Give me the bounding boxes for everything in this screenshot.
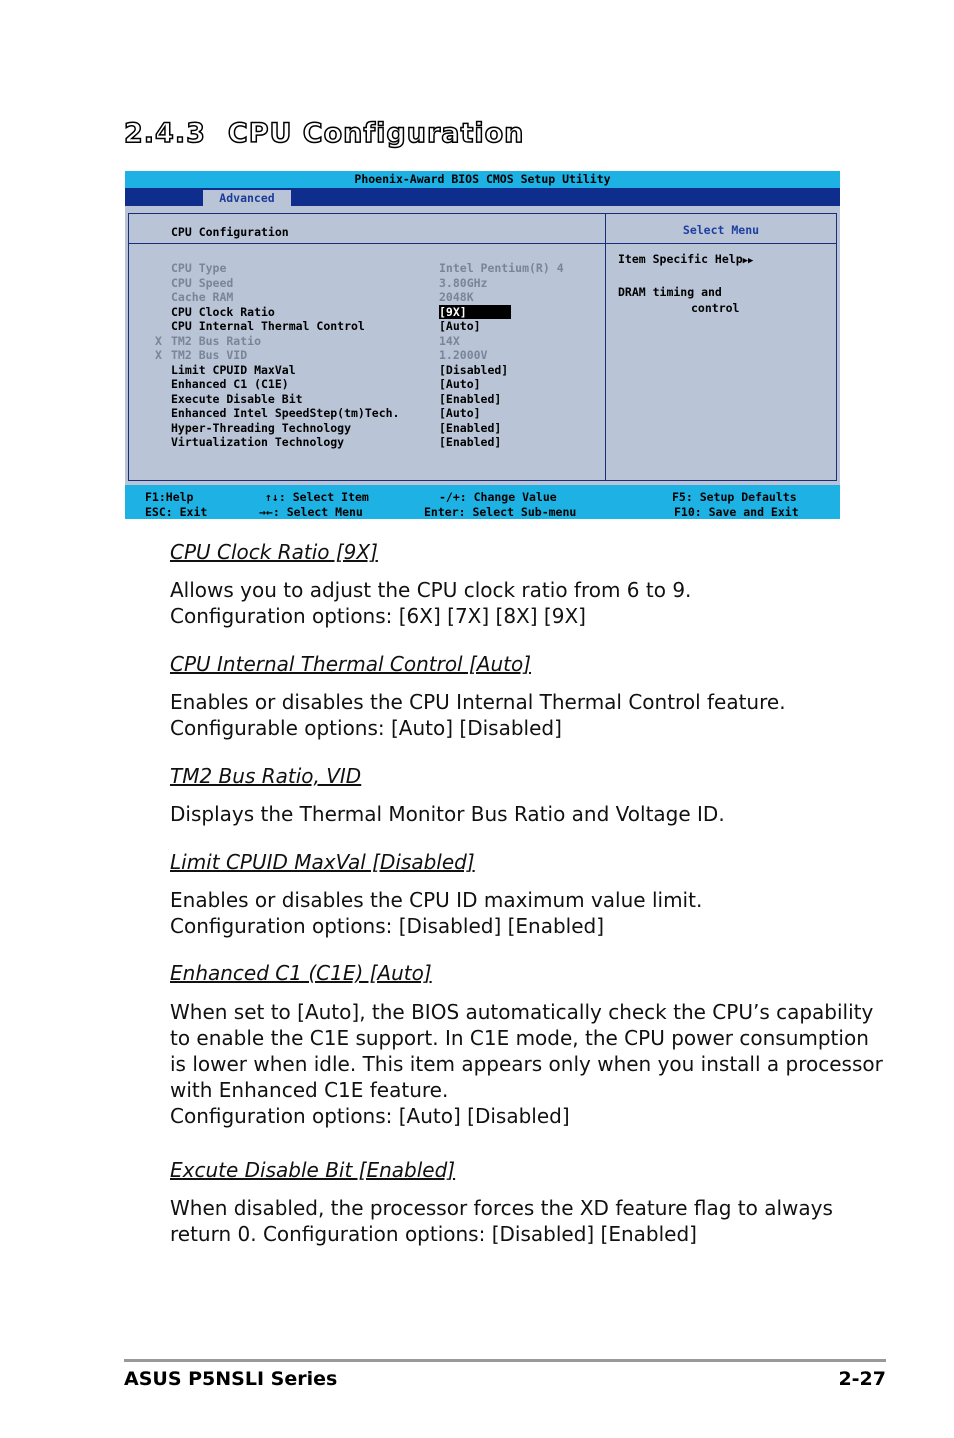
locked-mark: X (155, 333, 162, 348)
entry-heading-clock-ratio: CPU Clock Ratio [9X] (170, 540, 378, 564)
help-text (618, 251, 753, 316)
footer-page-number: 2-27 (838, 1368, 886, 1390)
entry-line: Configuration options: [Auto] [Disabled] (170, 1104, 570, 1128)
key-esc-exit: ESC: Exit (145, 505, 208, 519)
entry-heading-cpuid: Limit CPUID MaxVal [Disabled] (170, 850, 475, 874)
settings-panel (128, 213, 606, 481)
entry-line: Enables or disables the CPU Internal Thermal Control feature. (170, 690, 786, 714)
entry-body-clock-ratio (170, 577, 850, 629)
entry-line: to enable the C1E support. In C1E mode, the CPU power consumption (170, 1026, 869, 1050)
key-select-menu: →←: Select Menu (259, 505, 363, 519)
setting-value: Intel Pentium(R) 4 (439, 261, 564, 275)
bios-setting-row[interactable] (129, 305, 607, 320)
setting-label: CPU Type (171, 261, 227, 275)
panel-title: CPU Configuration (171, 225, 289, 239)
bios-menu-bar (125, 188, 840, 206)
entry-heading-xd-bit: Excute Disable Bit [Enabled] (170, 1158, 456, 1182)
setting-label: TM2 Bus VID (171, 348, 248, 362)
entry-heading-tm2: TM2 Bus Ratio, VID (170, 764, 362, 788)
entry-body-xd-bit (170, 1195, 850, 1247)
bios-title-bar: Phoenix-Award BIOS CMOS Setup Utility (125, 171, 840, 188)
double-arrow-icon: ▶▶ (742, 256, 754, 266)
setting-value[interactable]: [Auto] (439, 319, 481, 333)
bios-setting-row[interactable] (129, 363, 607, 378)
entry-line: Allows you to adjust the CPU clock ratio from 6 to 9. (170, 578, 692, 602)
help-line-1: DRAM timing and (618, 285, 722, 299)
bios-setting-row[interactable] (129, 406, 607, 421)
bios-setting-row[interactable] (129, 392, 607, 407)
entry-line: Displays the Thermal Monitor Bus Ratio and Voltage ID. (170, 802, 725, 826)
help-panel (605, 213, 837, 481)
bios-screenshot (125, 171, 840, 519)
help-panel-divider (606, 243, 836, 244)
key-select-item: ↑↓: Select Item (265, 490, 369, 504)
entry-line: Configuration options: [6X] [7X] [8X] [9X] (170, 604, 586, 628)
tab-advanced[interactable]: Advanced (203, 190, 291, 206)
setting-value[interactable]: [Auto] (439, 406, 481, 420)
bios-setting-row (129, 334, 607, 349)
bios-setting-row[interactable] (129, 319, 607, 334)
bios-setting-row (129, 290, 607, 305)
setting-value[interactable]: [Disabled] (439, 362, 509, 377)
help-heading: Item Specific Help (618, 252, 743, 266)
key-f1-help: F1:Help (145, 490, 194, 504)
panel-divider (129, 243, 605, 244)
entry-body-cpuid (170, 887, 850, 939)
setting-value: 14X (439, 333, 460, 348)
setting-label: Limit CPUID MaxVal (171, 362, 296, 377)
key-f10-save: F10: Save and Exit (674, 505, 799, 519)
section-title: CPU Configuration (227, 118, 525, 149)
setting-value[interactable]: [9X] (439, 305, 511, 319)
setting-label: CPU Clock Ratio (171, 304, 275, 319)
key-f5-defaults: F5: Setup Defaults (672, 490, 797, 504)
locked-mark: X (155, 348, 162, 362)
setting-label: Enhanced C1 (C1E) (171, 377, 289, 391)
entry-line: with Enhanced C1E feature. (170, 1078, 449, 1102)
section-number: 2.4.3 (124, 118, 206, 149)
setting-label: Virtualization Technology (171, 435, 345, 449)
entry-body-c1e (170, 999, 883, 1129)
bios-setting-row[interactable] (129, 421, 607, 436)
setting-value: 3.80GHz (439, 275, 488, 290)
entry-line: When disabled, the processor forces the XD feature flag to always (170, 1196, 833, 1220)
bios-setting-row (129, 348, 607, 363)
bios-setting-row[interactable] (129, 435, 607, 450)
entry-line: When set to [Auto], the BIOS automatically check the CPU’s capability (170, 1000, 874, 1024)
footer-product-name: ASUS P5NSLI Series (124, 1368, 338, 1390)
setting-label: Execute Disable Bit (171, 391, 303, 406)
entry-heading-c1e: Enhanced C1 (C1E) [Auto] (170, 961, 432, 985)
bios-setting-row (129, 276, 607, 291)
help-line-2: control (691, 301, 740, 315)
setting-label: Hyper-Threading Technology (171, 420, 352, 435)
bios-setting-row[interactable] (129, 377, 607, 392)
entry-line: Configurable options: [Auto] [Disabled] (170, 716, 562, 740)
key-select-submenu: Enter: Select Sub-menu (424, 505, 577, 519)
setting-value[interactable]: [Enabled] (439, 420, 502, 435)
setting-value: 1.2000V (439, 348, 488, 362)
setting-label: Enhanced Intel SpeedStep(tm)Tech. (171, 406, 400, 420)
setting-label: TM2 Bus Ratio (171, 333, 262, 348)
bios-setting-row (129, 261, 607, 276)
setting-value[interactable]: [Auto] (439, 377, 481, 391)
settings-list (129, 261, 607, 450)
setting-value[interactable]: [Enabled] (439, 435, 502, 449)
footer-divider (124, 1359, 886, 1362)
section-heading (124, 118, 524, 149)
setting-label: CPU Speed (171, 275, 234, 290)
key-change-value: -/+: Change Value (439, 490, 557, 504)
entry-line: return 0. Configuration options: [Disabled] [Enabled] (170, 1222, 697, 1246)
entry-body-tm2 (170, 801, 850, 827)
entry-heading-thermal-control: CPU Internal Thermal Control [Auto] (170, 652, 532, 676)
help-panel-title: Select Menu (682, 223, 760, 237)
entry-line: Configuration options: [Disabled] [Enabled] (170, 914, 605, 938)
setting-label: Cache RAM (171, 290, 234, 304)
setting-label: CPU Internal Thermal Control (171, 319, 365, 333)
entry-line: is lower when idle. This item appears only when you install a processor (170, 1052, 883, 1076)
setting-value: 2048K (439, 290, 474, 304)
setting-value[interactable]: [Enabled] (439, 391, 502, 406)
entry-body-thermal-control (170, 689, 850, 741)
entry-line: Enables or disables the CPU ID maximum value limit. (170, 888, 703, 912)
bios-key-legend (125, 485, 840, 519)
